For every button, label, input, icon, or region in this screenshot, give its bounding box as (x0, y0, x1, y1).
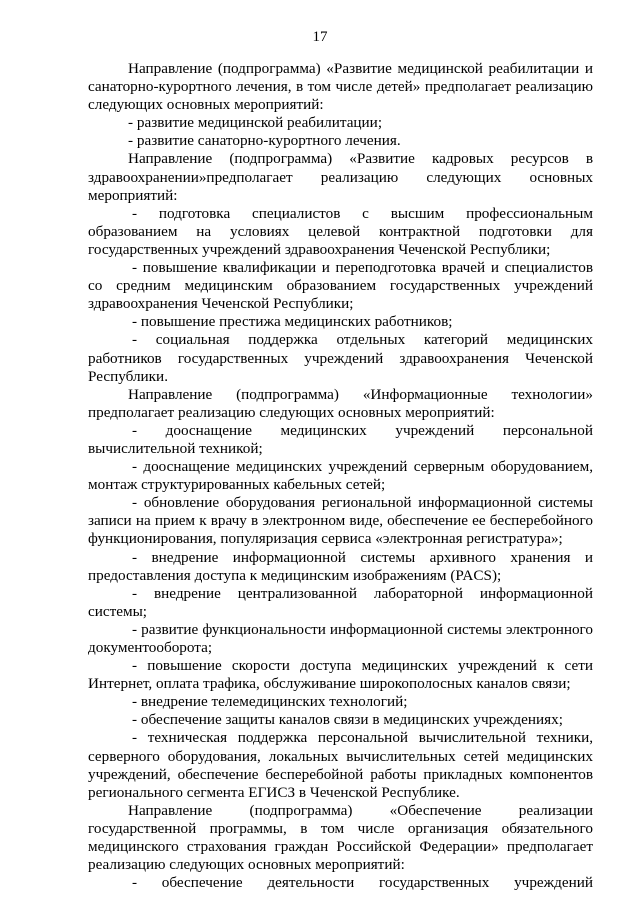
paragraph: - обновление оборудования региональной информационной системы записи на прием к врачу в электронном виде, обеспечение ее бесперебойного функционирования, популяризация сервиса «электронная регистратура»; (88, 494, 593, 548)
paragraph: Направление (подпрограмма) «Обеспечение реализации государственной программы, в том числе организация обязательного медицинского страхования граждан Российской Федерации» предполагает реализацию следующих основных мероприятий: (88, 801, 593, 874)
paragraph: Направление (подпрограмма) «Информационные технологии» предполагает реализацию следующих основных мероприятий: (88, 385, 593, 421)
paragraph: - повышение скорости доступа медицинских учреждений к сети Интернет, оплата трафика, обслуживание широкополосных каналов связи; (88, 657, 593, 693)
paragraph: - обеспечение деятельности государственных учреждений (132, 874, 593, 892)
paragraph: Направление (подпрограмма) «Развитие кадровых ресурсов в здравоохранении»предполагает реализацию следующих основных мероприятий: (88, 150, 593, 204)
paragraph: - дооснащение медицинских учреждений персональной вычислительной техникой; (88, 421, 593, 457)
page-number: 17 (312, 29, 328, 45)
paragraph: - внедрение телемедицинских технологий; (132, 693, 408, 711)
paragraph: - развитие санаторно-курортного лечения. (128, 132, 401, 150)
paragraph: - социальная поддержка отдельных категорий медицинских работников государственных учреждений здравоохранения Чеченской Республики. (88, 331, 593, 385)
paragraph: - техническая поддержка персональной вычислительной техники, серверного оборудования, локальных вычислительных сетей медицинских учреждений, обеспечение бесперебойной работы прикладных компонентов регионального сегмента ЕГИСЗ в Чеченской Республике. (88, 729, 593, 801)
paragraph: - подготовка специалистов с высшим профессиональным образованием на условиях целевой контрактной подготовки для государственных учреждений здравоохранения Чеченской Республики; (88, 204, 593, 258)
paragraph: - дооснащение медицинских учреждений серверным оборудованием, монтаж структурированных кабельных сетей; (88, 458, 593, 494)
paragraph: - внедрение информационной системы архивного хранения и предоставления доступа к медицинским изображениям (PACS); (88, 548, 593, 584)
paragraph: Направление (подпрограмма) «Развитие медицинской реабилитации и санаторно-курортного лечения, в том числе детей» предполагает реализацию следующих основных мероприятий: (88, 60, 593, 114)
paragraph: - развитие функциональности информационной системы электронного документооборота; (88, 620, 593, 656)
paragraph: - внедрение централизованной лабораторной информационной системы; (88, 584, 593, 620)
document-body (88, 60, 593, 892)
paragraph: - повышение престижа медицинских работников; (132, 313, 453, 331)
paragraph: - развитие медицинской реабилитации; (128, 114, 383, 132)
paragraph: - обеспечение защиты каналов связи в медицинских учреждениях; (132, 711, 563, 729)
paragraph: - повышение квалификации и переподготовка врачей и специалистов со средним медицинским образованием государственных учреждений здравоохранения Чеченской Республики; (88, 259, 593, 313)
